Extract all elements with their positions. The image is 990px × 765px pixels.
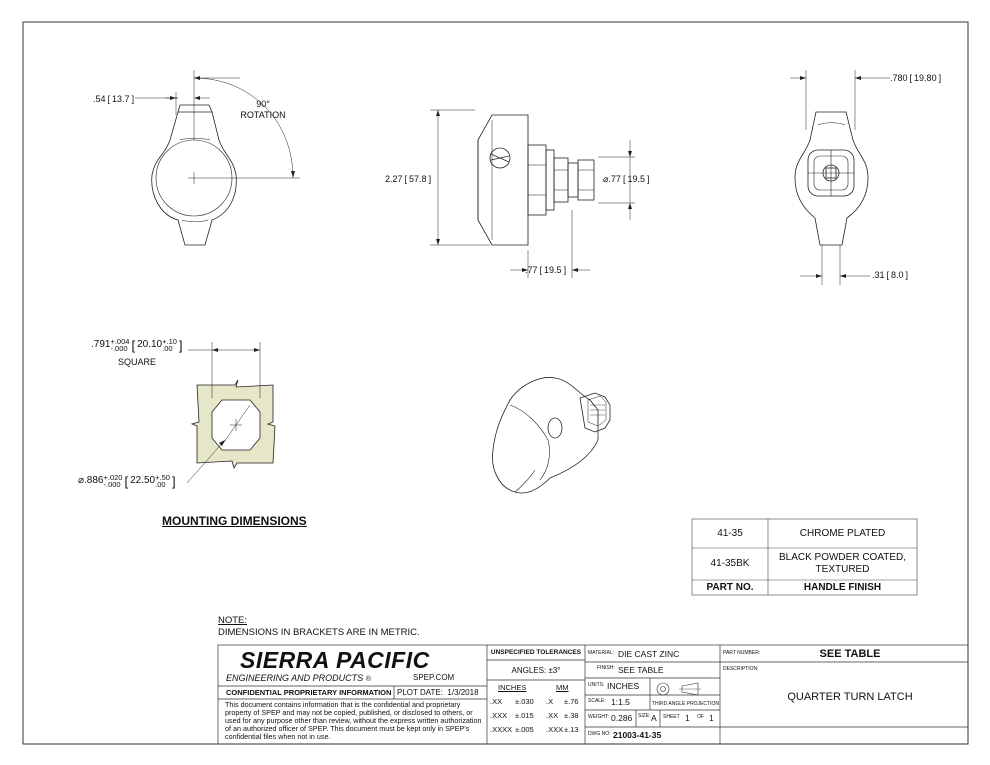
rear-view-latch [790,70,890,285]
dim-hole-cutout: ⌀.886 +.020 -.000 [ 22.50 +.50 .00 ] [78,473,176,490]
part-number-label: PART NUMBER: [723,650,761,656]
dwg-label: DWG NO: [588,731,611,737]
tol-row-1-in-tol: ±.030 [515,697,534,706]
weight-label: WEIGHT: [588,714,609,720]
company-website: SPEP.COM [413,673,455,682]
dim-top-width: .780 [ 19.80 ] [890,73,942,83]
sheet-value: 1 [685,713,690,723]
dwg-number: 21003-41-35 [613,730,662,740]
material-value: DIE CAST ZINC [618,649,680,659]
dim-handle-width: .54 [ 13.7 ] [93,94,135,104]
company-subtitle: ENGINEERING AND PRODUCTS ® [226,673,371,683]
dim-stud-depth: .77 [ 19.5 ] [525,265,567,275]
front-view-handle [135,70,300,245]
tol-row-3-mm-tol: ±.13 [564,725,579,734]
company-logo-text: SIERRA PACIFIC [240,647,430,673]
table-row-2-finish: BLACK POWDER COATED, TEXTURED [778,552,907,575]
square-label: SQUARE [117,357,156,367]
table-header-finish: HANDLE FINISH [803,581,882,593]
plot-date: PLOT DATE: 1/3/2018 [397,688,479,697]
size-label: SIZE: [638,713,651,719]
mounting-cutout [187,342,275,483]
note-text: DIMENSIONS IN BRACKETS ARE IN METRIC. [218,627,420,638]
sheet-border [23,22,968,744]
tol-row-2-mm-fmt: .XX [546,711,559,720]
tol-row-2-in-fmt: .XXX [490,711,508,720]
tol-row-2-mm-tol: ±.38 [564,711,579,720]
finish-label: FINISH: [597,665,615,671]
sheet-label: SHEET [663,714,680,720]
scale-value: 1:1.5 [611,697,630,707]
third-angle-projection-symbol [657,683,701,695]
material-label: MATERIAL: [588,650,615,656]
confidential-title: CONFIDENTIAL PROPRIETARY INFORMATION [226,688,392,697]
rotation-angle: 90° [256,99,270,109]
description-value: QUARTER TURN LATCH [787,691,913,703]
confidential-text: This document contains information that is the confidential and proprietary property of SPEP and may not be copied, published, or disclosed to others, or used for any purpose other than review, without the express written authorization of an authorized officer of SPEP. This document must be kept only in SPEP's confidential files when not in use. [225,700,482,742]
table-header-part: PART NO. [706,581,754,593]
tolerances-angles: ANGLES: ±3° [511,666,561,675]
tol-row-3-in-fmt: .XXXX [490,725,513,734]
projection-label: THIRD ANGLE PROJECTION [652,701,719,707]
finish-value: SEE TABLE [618,665,664,675]
size-value: A [651,713,657,723]
note-label: NOTE: [218,615,248,626]
weight-value: 0.286 [611,713,633,723]
table-row-1-finish: CHROME PLATED [799,527,886,539]
units-value: INCHES [607,681,640,691]
tolerances-inches-label: INCHES [498,683,527,692]
scale-label: SCALE: [588,698,606,704]
mounting-heading: MOUNTING DIMENSIONS [162,514,307,528]
sheet-total: 1 [709,713,714,723]
tolerances-mm-label: MM [556,683,569,692]
dim-stud-diameter: ⌀.77 [ 19.5 ] [603,174,650,184]
part-number-value: SEE TABLE [819,648,881,660]
dim-overall-height: 2.27 [ 57.8 ] [385,174,432,184]
isometric-view-latch [492,377,610,493]
tol-row-2-in-tol: ±.015 [515,711,534,720]
tol-row-1-mm-tol: ±.76 [564,697,579,706]
of-label: OF [697,714,704,720]
rotation-label: ROTATION [240,110,286,120]
tol-row-3-in-tol: ±.005 [515,725,534,734]
description-label: DESCRIPTION: [723,666,759,672]
table-row-2-part: 41-35BK [710,558,750,569]
tol-row-3-mm-fmt: .XXX [546,725,564,734]
tolerances-title: UNSPECIFIED TOLERANCES [490,649,582,656]
dim-square-cutout: .791 +.004 -.000 [ 20.10 +.10 .00 ] [91,337,183,354]
tol-row-1-mm-fmt: .X [546,697,554,706]
table-row-1-part: 41-35 [717,527,743,539]
units-label: UNITS: [588,682,605,688]
tol-row-1-in-fmt: .XX [490,697,503,706]
side-view-latch [430,110,635,278]
dim-bottom-width: .31 [ 8.0 ] [872,270,909,280]
